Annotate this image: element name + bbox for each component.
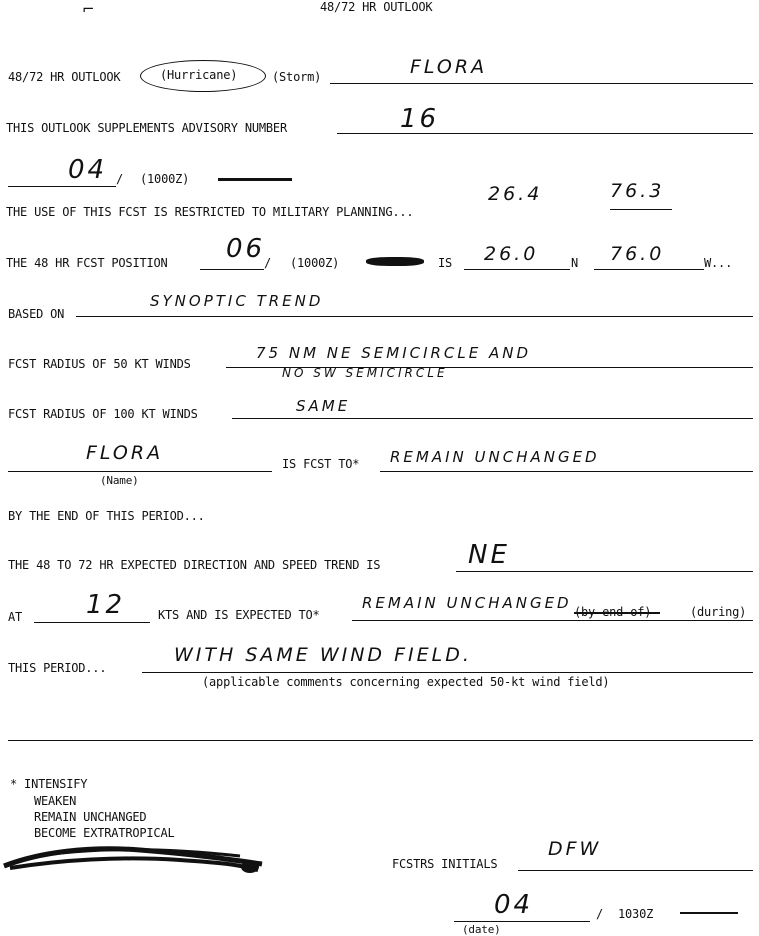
radius-50-label: FCST RADIUS OF 50 KT WINDS bbox=[8, 357, 191, 371]
initials-field[interactable]: DFW bbox=[548, 838, 602, 860]
this-period-line bbox=[142, 672, 753, 673]
speed-field[interactable]: 12 bbox=[86, 590, 126, 620]
lon-line bbox=[594, 269, 704, 270]
blank-comment-line bbox=[8, 740, 753, 741]
option-hurricane: (Hurricane) bbox=[160, 68, 238, 82]
direction-trend-field[interactable]: NE bbox=[468, 540, 510, 570]
option-during: (during) bbox=[690, 605, 747, 619]
this-period-field[interactable]: WITH SAME WIND FIELD. bbox=[174, 644, 472, 666]
corner-mark: ⌐ bbox=[82, 0, 95, 18]
page-title: 48/72 HR OUTLOOK bbox=[320, 0, 433, 14]
initials-line bbox=[518, 870, 753, 871]
name-caption: (Name) bbox=[100, 474, 139, 487]
this-period-label: THIS PERIOD... bbox=[8, 661, 107, 675]
struck-time bbox=[218, 178, 292, 181]
fcst-to-label: IS FCST TO* bbox=[282, 457, 360, 471]
restriction-label: THE USE OF THIS FCST IS RESTRICTED TO MILITARY PLANNING... bbox=[6, 205, 414, 219]
end-period-label: BY THE END OF THIS PERIOD... bbox=[8, 509, 205, 523]
lat-line bbox=[464, 269, 570, 270]
footer-time: 1030Z bbox=[618, 907, 654, 921]
position-day-field[interactable]: 06 bbox=[226, 234, 266, 264]
option-by-end: (by end of) bbox=[574, 605, 652, 619]
radius-100-line bbox=[232, 418, 753, 419]
scribble-mark bbox=[366, 257, 424, 266]
at-label: AT bbox=[8, 610, 23, 624]
radius-50-field-line1[interactable]: 75 NM NE SEMICIRCLE AND bbox=[256, 344, 532, 362]
position-label: THE 48 HR FCST POSITION bbox=[6, 256, 168, 270]
option-weaken: WEAKEN bbox=[34, 794, 77, 808]
radius-100-field[interactable]: SAME bbox=[296, 397, 351, 415]
storm-name-field[interactable]: FLORA bbox=[410, 56, 488, 78]
speed-line bbox=[34, 622, 150, 623]
option-storm: (Storm) bbox=[272, 70, 322, 84]
advisory-time: (1000Z) bbox=[140, 172, 190, 186]
by-end-strike bbox=[574, 612, 660, 614]
note-lat: 26.4 bbox=[488, 183, 543, 205]
advisory-day-line bbox=[8, 186, 116, 187]
expected-to-field[interactable]: REMAIN UNCHANGED bbox=[362, 594, 572, 612]
based-on-field[interactable]: SYNOPTIC TREND bbox=[150, 292, 324, 310]
name-field[interactable]: FLORA bbox=[86, 442, 164, 464]
fcst-to-line bbox=[380, 471, 753, 472]
date-caption: (date) bbox=[462, 923, 501, 936]
initials-label: FCSTRS INITIALS bbox=[392, 857, 498, 871]
advisory-day-field[interactable]: 04 bbox=[68, 155, 108, 185]
direction-trend-line bbox=[456, 571, 753, 572]
radius-100-label: FCST RADIUS OF 100 KT WINDS bbox=[8, 407, 198, 421]
storm-name-line bbox=[330, 83, 753, 84]
is-label: IS bbox=[438, 256, 453, 270]
outlook-label: 48/72 HR OUTLOOK bbox=[8, 70, 121, 84]
footer-struck-time bbox=[680, 912, 738, 914]
position-day-line bbox=[200, 269, 264, 270]
based-on-line bbox=[76, 316, 753, 317]
advisory-label: THIS OUTLOOK SUPPLEMENTS ADVISORY NUMBER bbox=[6, 121, 287, 135]
lon-field[interactable]: 76.0 bbox=[610, 243, 665, 265]
options-title: * INTENSIFY bbox=[10, 777, 88, 791]
signature-scribble bbox=[0, 838, 270, 878]
fcst-to-field[interactable]: REMAIN UNCHANGED bbox=[390, 448, 600, 466]
based-on-label: BASED ON bbox=[8, 307, 65, 321]
wind-field-caption: (applicable comments concerning expected 50-kt wind field) bbox=[202, 675, 610, 689]
option-remain-unchanged: REMAIN UNCHANGED bbox=[34, 810, 147, 824]
n-label: N bbox=[571, 256, 579, 270]
w-label: W... bbox=[704, 256, 733, 270]
note-lon: 76.3 bbox=[610, 180, 665, 202]
expected-to-line bbox=[352, 620, 753, 621]
option-extratropical: BECOME EXTRATROPICAL bbox=[34, 826, 175, 840]
expected-to-label: KTS AND IS EXPECTED TO* bbox=[158, 608, 320, 622]
date-line bbox=[454, 921, 590, 922]
date-day-field[interactable]: 04 bbox=[494, 890, 534, 920]
position-time: (1000Z) bbox=[290, 256, 340, 270]
note-underline bbox=[610, 209, 672, 210]
name-line bbox=[8, 471, 272, 472]
advisory-number-field[interactable]: 16 bbox=[400, 104, 440, 134]
radius-50-field-line2[interactable]: NO SW SEMICIRCLE bbox=[282, 366, 448, 380]
lat-field[interactable]: 26.0 bbox=[484, 243, 539, 265]
direction-trend-label: THE 48 TO 72 HR EXPECTED DIRECTION AND SPEED TREND IS bbox=[8, 558, 381, 572]
